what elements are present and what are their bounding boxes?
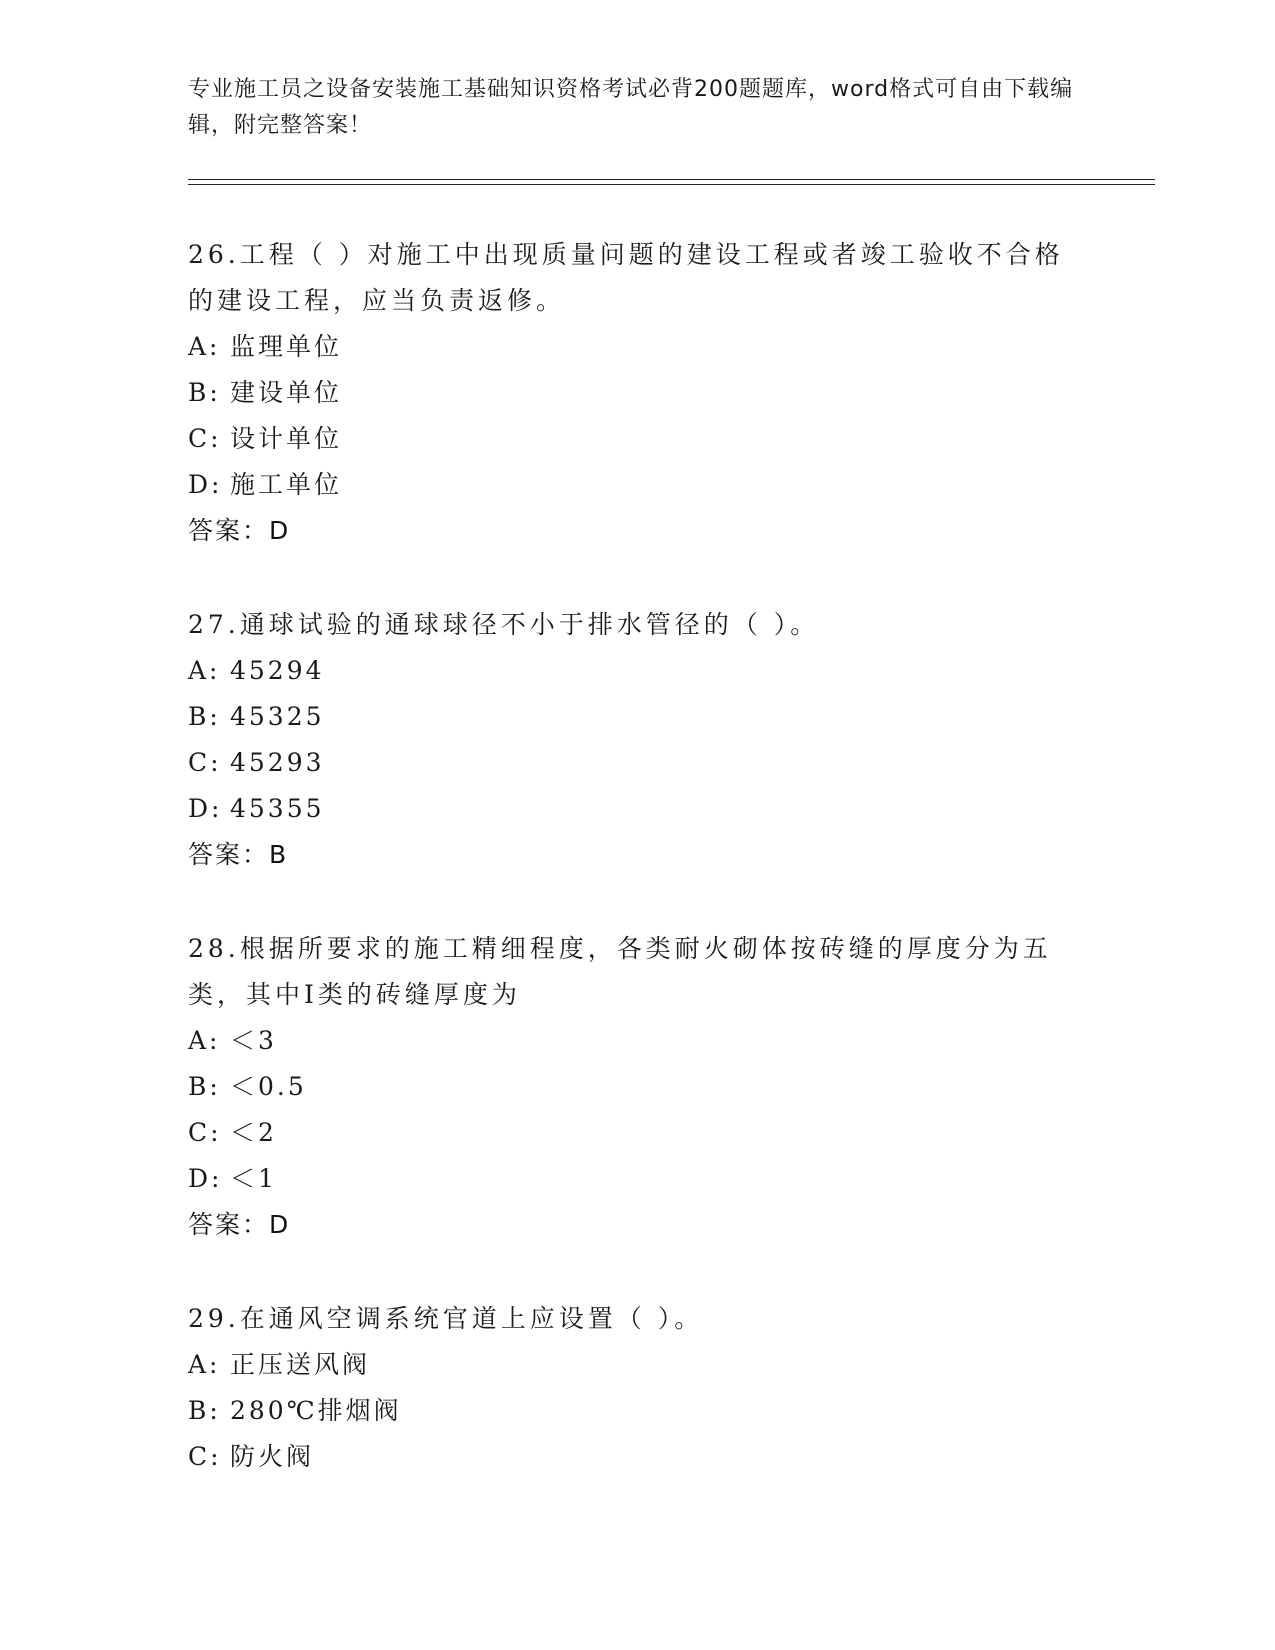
option-text: 45294 (230, 656, 325, 685)
option-letter: D: (188, 794, 223, 823)
option-text: 建设单位 (230, 378, 343, 407)
option-c (188, 740, 1088, 786)
option-a (188, 1342, 1088, 1388)
option-text: 280℃排烟阀 (230, 1396, 402, 1425)
header-divider-bottom (188, 184, 1155, 185)
question-stem: 26.工程（ ）对施工中出现质量问题的建设工程或者竣工验收不合格的建设工程，应当负责返修。 (188, 240, 1064, 315)
option-d (188, 786, 1088, 832)
option-text: ＜0.5 (230, 1072, 307, 1101)
option-text: 设计单位 (230, 424, 343, 453)
header-divider-top (188, 179, 1155, 180)
question-28 (188, 926, 1088, 1248)
option-a (188, 1018, 1088, 1064)
option-letter: B: (188, 378, 221, 407)
document-header: 专业施工员之设备安装施工基础知识资格考试必背200题题库，word格式可自由下载编辑，附完整答案！ (188, 77, 1074, 138)
answer-label: 答案：D (188, 516, 291, 545)
option-d (188, 1156, 1088, 1202)
option-letter: A: (188, 332, 221, 361)
option-text: 45355 (230, 794, 325, 823)
option-c (188, 1110, 1088, 1156)
question-27 (188, 602, 1088, 878)
option-text: 45293 (230, 748, 325, 777)
question-list (188, 232, 1088, 1528)
option-b (188, 1064, 1088, 1110)
question-stem: 28.根据所要求的施工精细程度，各类耐火砌体按砖缝的厚度分为五类，其中Ⅰ类的砖缝厚度为 (188, 934, 1052, 1009)
option-text: 监理单位 (230, 332, 343, 361)
option-letter: B: (188, 702, 221, 731)
option-letter: C: (188, 1442, 222, 1471)
option-letter: D: (188, 470, 223, 499)
question-29 (188, 1296, 1088, 1480)
option-text: 防火阀 (230, 1442, 315, 1471)
option-letter: A: (188, 1350, 221, 1379)
option-text: ＜2 (230, 1118, 277, 1147)
option-b (188, 370, 1088, 416)
option-text: ＜3 (230, 1026, 277, 1055)
option-text: 施工单位 (230, 470, 343, 499)
option-letter: B: (188, 1396, 221, 1425)
question-26 (188, 232, 1088, 554)
option-b (188, 694, 1088, 740)
question-stem: 27.通球试验的通球球径不小于排水管径的（ ）。 (188, 610, 820, 639)
option-letter: B: (188, 1072, 221, 1101)
question-stem: 29.在通风空调系统官道上应设置（ ）。 (188, 1304, 704, 1333)
answer-label: 答案：D (188, 1210, 291, 1239)
option-letter: A: (188, 656, 221, 685)
option-letter: D: (188, 1164, 223, 1193)
option-letter: A: (188, 1026, 221, 1055)
option-text: 45325 (230, 702, 325, 731)
option-a (188, 324, 1088, 370)
option-text: ＜1 (230, 1164, 277, 1193)
option-a (188, 648, 1088, 694)
option-letter: C: (188, 1118, 222, 1147)
option-c (188, 416, 1088, 462)
option-letter: C: (188, 748, 222, 777)
option-letter: C: (188, 424, 222, 453)
option-d (188, 462, 1088, 508)
option-text: 正压送风阀 (230, 1350, 371, 1379)
option-c (188, 1434, 1088, 1480)
option-b (188, 1388, 1088, 1434)
answer-label: 答案：B (188, 840, 289, 869)
